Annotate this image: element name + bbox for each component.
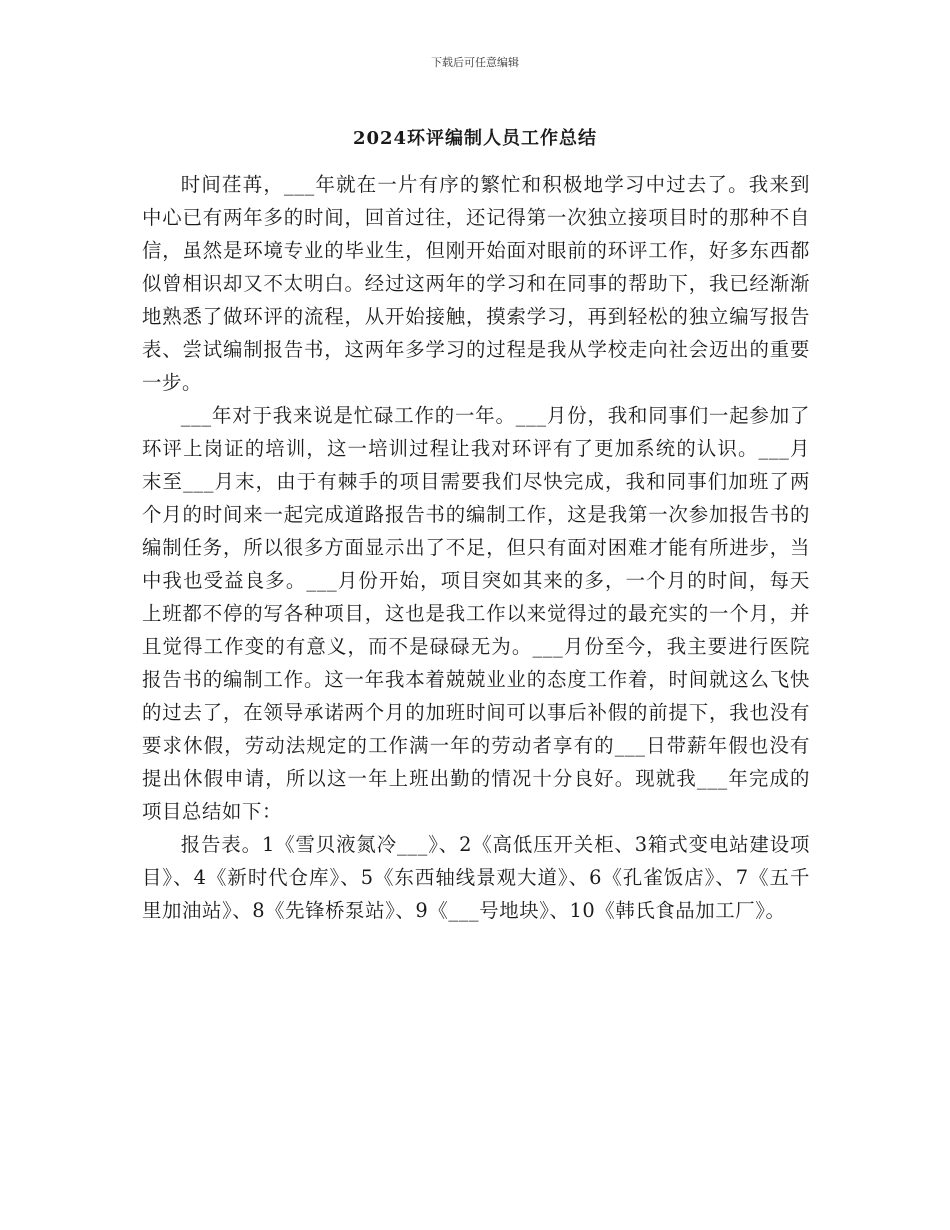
paragraph-2: ___年对于我来说是忙碌工作的一年。___月份，我和同事们一起参加了环评上岗证的培训，这一培训过程让我对环评有了更加系统的认识。___月末至___月末，由于有棘手的项目需要我们尽快完成，我和同事们加班了两个月的时间来一起完成道路报告书的编制工作，这是我第一次参加报告书的编制任务，所以很多方面显示出了不足，但只有面对困难才能有所进步，当中我也受益良多。___月份开始，项目突如其来的多，一个月的时间，每天上班都不停的写各种项目，这也是我工作以来觉得过的最充实的一个月，并且觉得工作变的有意义，而不是碌碌无为。___月份至今，我主要进行医院报告书的编制工作。这一年我本着兢兢业业的态度工作着，时间就这么飞快的过去了，在领导承诺两个月的加班时间可以事后补假的前提下，我也没有要求休假，劳动法规定的工作满一年的劳动者享有的___日带薪年假也没有提出休假申请，所以这一年上班出勤的情况十分良好。现就我___年完成的项目总结如下： (142, 404, 810, 823)
header-note: 下载后可任意编辑 (431, 56, 519, 69)
document-title: 2024环评编制人员工作总结 (352, 128, 598, 149)
document-body (142, 168, 810, 927)
paragraph-3: 报告表。1《雪贝液氮冷___》、2《高低压开关柜、3箱式变电站建设项目》、4《新时代仓库》、5《东西轴线景观大道》、6《孔雀饭店》、7《五千里加油站》、8《先锋桥泵站》、9《___号地块》、10《韩氏食品加工厂》。 (142, 833, 810, 922)
paragraph-1: 时间荏苒，___年就在一片有序的繁忙和积极地学习中过去了。我来到中心已有两年多的时间，回首过往，还记得第一次独立接项目时的那种不自信，虽然是环境专业的毕业生，但刚开始面对眼前的环评工作，好多东西都似曾相识却又不太明白。经过这两年的学习和在同事的帮助下，我已经渐渐地熟悉了做环评的流程，从开始接触，摸索学习，再到轻松的独立编写报告表、尝试编制报告书，这两年多学习的过程是我从学校走向社会迈出的重要一步。 (142, 173, 810, 394)
